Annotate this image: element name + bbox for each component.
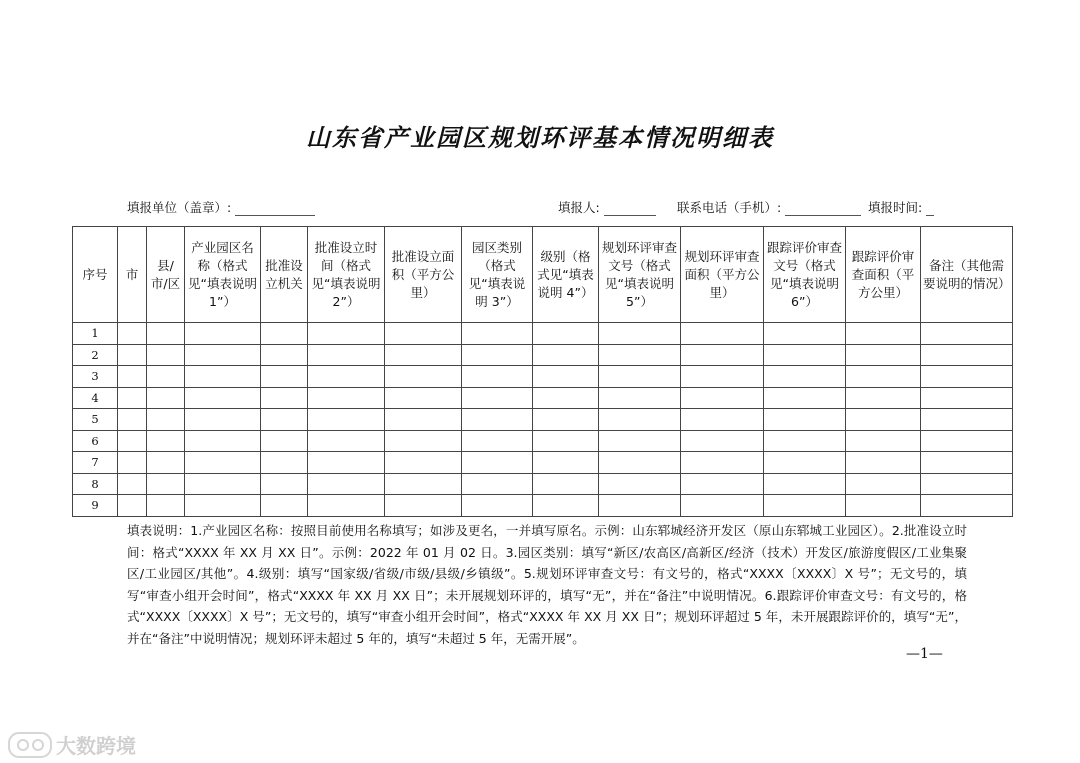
table-row [73,452,1013,474]
table-cell[interactable] [533,452,599,474]
table-cell[interactable] [118,344,147,366]
table-cell[interactable] [147,323,185,345]
table-cell[interactable] [308,387,385,409]
table-cell[interactable] [846,409,921,431]
table-cell[interactable] [921,387,1013,409]
table-cell[interactable] [764,452,846,474]
table-cell[interactable] [846,344,921,366]
time-field [868,198,934,216]
table-cell[interactable] [185,495,261,517]
col-header-park-category: 园区类别（格式见“填表说明 3”） [462,227,533,323]
table-cell[interactable] [308,409,385,431]
table-row [73,387,1013,409]
table-row [73,495,1013,517]
table-cell[interactable] [764,344,846,366]
row-index-cell: 5 [73,409,118,431]
table-cell[interactable] [385,323,462,345]
table-cell[interactable] [533,409,599,431]
table-cell[interactable] [385,473,462,495]
table-cell[interactable] [308,344,385,366]
table-cell[interactable] [147,430,185,452]
table-cell[interactable] [462,323,533,345]
table-cell[interactable] [681,473,764,495]
table-cell[interactable] [385,495,462,517]
reporter-blank[interactable] [604,203,656,216]
phone-blank[interactable] [785,203,861,216]
col-header-tracking-doc-no: 跟踪评价审查文号（格式见“填表说明 6”） [764,227,846,323]
table-cell[interactable] [261,344,308,366]
col-header-remarks: 备注（其他需要说明的情况） [921,227,1013,323]
table-cell[interactable] [147,387,185,409]
table-cell[interactable] [147,452,185,474]
reporter-field [558,198,656,216]
table-cell[interactable] [118,473,147,495]
table-cell[interactable] [599,473,681,495]
table-header-row [73,227,1013,323]
table-row [73,409,1013,431]
table-cell[interactable] [599,452,681,474]
table-cell[interactable] [385,344,462,366]
table-cell[interactable] [533,495,599,517]
watermark [8,730,136,759]
table-cell[interactable] [764,473,846,495]
table-cell[interactable] [462,452,533,474]
table-cell[interactable] [462,473,533,495]
table-cell[interactable] [118,495,147,517]
park-info-table [72,226,1013,517]
unit-blank[interactable] [235,203,315,216]
table-cell[interactable] [261,473,308,495]
table-cell[interactable] [846,452,921,474]
table-cell[interactable] [846,366,921,388]
table-cell[interactable] [185,344,261,366]
table-body [73,323,1013,517]
page-title: 山东省产业园区规划环评基本情况明细表 [306,123,774,152]
table-cell[interactable] [118,366,147,388]
table-cell[interactable] [147,495,185,517]
table-cell[interactable] [308,452,385,474]
table-cell[interactable] [462,387,533,409]
table-cell[interactable] [147,473,185,495]
table-cell[interactable] [533,323,599,345]
table-cell[interactable] [261,452,308,474]
table-cell[interactable] [533,344,599,366]
table-cell[interactable] [846,473,921,495]
table-cell[interactable] [261,366,308,388]
row-index-cell: 6 [73,430,118,452]
table-cell[interactable] [185,323,261,345]
table-row [73,430,1013,452]
col-header-approval-time: 批准设立时间（格式见“填表说明 2”） [308,227,385,323]
table-cell[interactable] [764,430,846,452]
table-cell[interactable] [846,387,921,409]
table-cell[interactable] [118,452,147,474]
table-cell[interactable] [846,430,921,452]
table-cell[interactable] [533,366,599,388]
table-cell[interactable] [308,495,385,517]
col-header-eia-area: 规划环评审查面积（平方公里） [681,227,764,323]
table-cell[interactable] [261,430,308,452]
col-header-county: 县/市/区 [147,227,185,323]
table-cell[interactable] [185,409,261,431]
table-cell[interactable] [185,366,261,388]
table-cell[interactable] [599,495,681,517]
table-cell[interactable] [185,387,261,409]
unit-label: 填报单位（盖章）: [127,200,232,215]
table-cell[interactable] [764,323,846,345]
col-header-city: 市 [118,227,147,323]
col-header-eia-doc-no: 规划环评审查文号（格式见“填表说明 5”） [599,227,681,323]
table-cell[interactable] [921,452,1013,474]
table-cell[interactable] [308,323,385,345]
table-cell[interactable] [921,323,1013,345]
table-cell[interactable] [185,473,261,495]
table-cell[interactable] [599,366,681,388]
time-blank[interactable] [926,203,934,216]
table-row [73,344,1013,366]
col-header-tracking-area: 跟踪评价审查面积（平方公里） [846,227,921,323]
table-cell[interactable] [764,409,846,431]
col-header-approval-area: 批准设立面积（平方公里） [385,227,462,323]
table-cell[interactable] [921,344,1013,366]
col-header-level: 级别（格式见“填表说明 4”） [533,227,599,323]
table-cell[interactable] [681,495,764,517]
table-cell[interactable] [462,430,533,452]
table-cell[interactable] [681,323,764,345]
table-cell[interactable] [261,409,308,431]
table-cell[interactable] [147,366,185,388]
row-index-cell: 4 [73,387,118,409]
table-cell[interactable] [385,409,462,431]
table-cell[interactable] [185,452,261,474]
table-cell[interactable] [385,387,462,409]
table-cell[interactable] [599,387,681,409]
table-cell[interactable] [261,495,308,517]
table-cell[interactable] [462,409,533,431]
phone-field [677,198,861,216]
row-index-cell: 9 [73,495,118,517]
table-cell[interactable] [681,344,764,366]
table-cell[interactable] [846,323,921,345]
watermark-logo-icon [8,732,52,758]
table-cell[interactable] [385,452,462,474]
table-cell[interactable] [385,430,462,452]
table-cell[interactable] [308,430,385,452]
table-cell[interactable] [681,430,764,452]
table-cell[interactable] [533,430,599,452]
table-cell[interactable] [599,430,681,452]
table-cell[interactable] [308,366,385,388]
row-index-cell: 8 [73,473,118,495]
table-cell[interactable] [681,452,764,474]
page-number: —1— [906,646,943,662]
time-label: 填报时间: [868,200,923,215]
table-cell[interactable] [764,387,846,409]
table-cell[interactable] [185,430,261,452]
fill-instructions: 填表说明：1.产业园区名称：按照目前使用名称填写；如涉及更名，一并填写原名。示例：山东郓城经济开发区（原山东郓城工业园区）。2.批准设立时间：格式“XXXX 年 XX 月 XX 日”。示例：2022 年 01 月 02 日。3.园区类别：填写“新区/农高区/高新区/经济（技术）开发区/旅游度假区/工业集聚区/工业园区/其他”。4.级别：填写“国家级/省级/市级/县级/乡镇级”。5.规划环评审查文号：有文号的，格式“XXXX〔XXXX〕X 号”；无文号的，填写“审查小组开会时间”，格式“XXXX 年 XX 月 XX 日”；未开展规划环评的，填写“无”，并在“备注”中说明情况。6.跟踪评价审查文号：有文号的，格式“XXXX〔XXXX〕X 号”；无文号的，填写“审查小组开会时间”，格式“XXXX 年 XX 月 XX 日”；规划环评超过 5 年，未开展跟踪评价的，填写“无”，并在“备注”中说明情况；规划环评未超过 5 年的，填写“未超过 5 年，无需开展”。 [127,523,967,646]
table-cell[interactable] [533,473,599,495]
table-cell[interactable] [599,344,681,366]
table-cell[interactable] [921,495,1013,517]
table-cell[interactable] [147,344,185,366]
row-index-cell: 7 [73,452,118,474]
table-cell[interactable] [846,495,921,517]
table-cell[interactable] [921,409,1013,431]
unit-field [127,198,315,216]
table-cell[interactable] [921,430,1013,452]
table-cell[interactable] [261,323,308,345]
row-index-cell: 1 [73,323,118,345]
table-cell[interactable] [118,323,147,345]
table-cell[interactable] [385,366,462,388]
col-header-index: 序号 [73,227,118,323]
table-cell[interactable] [462,366,533,388]
table-cell[interactable] [599,409,681,431]
table-cell[interactable] [118,387,147,409]
col-header-park-name: 产业园区名称（格式见“填表说明 1”） [185,227,261,323]
table-cell[interactable] [921,366,1013,388]
table-cell[interactable] [764,495,846,517]
table-cell[interactable] [599,323,681,345]
table-cell[interactable] [462,495,533,517]
fill-fields-row [0,198,1080,218]
table-row [73,366,1013,388]
table-cell[interactable] [764,366,846,388]
row-index-cell: 2 [73,344,118,366]
table-cell[interactable] [681,409,764,431]
row-index-cell: 3 [73,366,118,388]
table-cell[interactable] [533,387,599,409]
table-cell[interactable] [308,473,385,495]
table-cell[interactable] [261,387,308,409]
reporter-label: 填报人: [558,200,600,215]
watermark-text: 大数跨境 [56,734,136,758]
table-row [73,323,1013,345]
table-cell[interactable] [681,387,764,409]
phone-label: 联系电话（手机）: [677,200,782,215]
col-header-approval-authority: 批准设立机关 [261,227,308,323]
table-cell[interactable] [118,430,147,452]
table-cell[interactable] [147,409,185,431]
table-cell[interactable] [462,344,533,366]
table-cell[interactable] [681,366,764,388]
table-cell[interactable] [921,473,1013,495]
table-row [73,473,1013,495]
table-cell[interactable] [118,409,147,431]
